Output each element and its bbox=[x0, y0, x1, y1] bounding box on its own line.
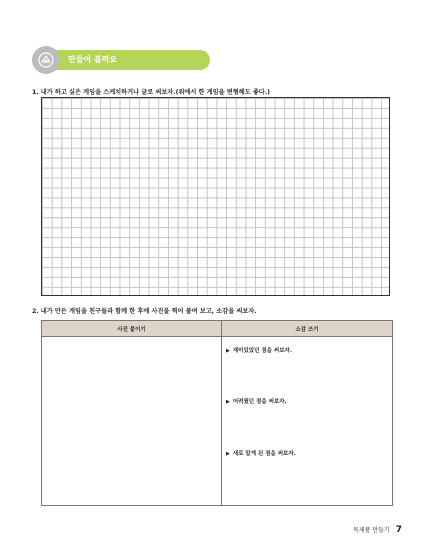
question-1: 1. 내가 하고 싶은 게임을 스케치하거나 글로 써보자.(위에서 한 게임을 변형해도 좋다.) bbox=[32, 89, 270, 96]
sketch-grid[interactable] bbox=[41, 97, 390, 296]
question-2: 2. 내가 만든 게임을 친구들과 함께 한 후에 사진을 찍어 붙여 보고, 소감을 써보자. bbox=[32, 308, 257, 315]
review-area[interactable] bbox=[222, 337, 393, 506]
review-column-header: 소감 쓰기 bbox=[222, 321, 393, 337]
craft-icon bbox=[37, 51, 55, 69]
arrow-icon: ▶ bbox=[226, 399, 230, 405]
section-title: 만들어 볼까요 bbox=[68, 55, 118, 64]
prompt-difficult: ▶ 어려웠던 점을 써보자. bbox=[226, 399, 287, 405]
reflection-table bbox=[41, 320, 393, 506]
photo-column-header: 사진 붙이기 bbox=[42, 321, 222, 337]
banner-icon-badge bbox=[32, 46, 60, 74]
page-footer bbox=[353, 525, 402, 535]
footer-label: 목제품 만들기 bbox=[353, 527, 390, 534]
prompt-fun: ▶ 재미있었던 점을 써보자. bbox=[226, 348, 292, 354]
photo-area[interactable] bbox=[42, 337, 222, 506]
page-number: 7 bbox=[395, 525, 402, 535]
arrow-icon: ▶ bbox=[226, 451, 230, 457]
prompt-learned: ▶ 새로 알게 된 점을 써보자. bbox=[226, 451, 296, 457]
section-banner bbox=[32, 46, 210, 74]
arrow-icon: ▶ bbox=[226, 348, 230, 354]
